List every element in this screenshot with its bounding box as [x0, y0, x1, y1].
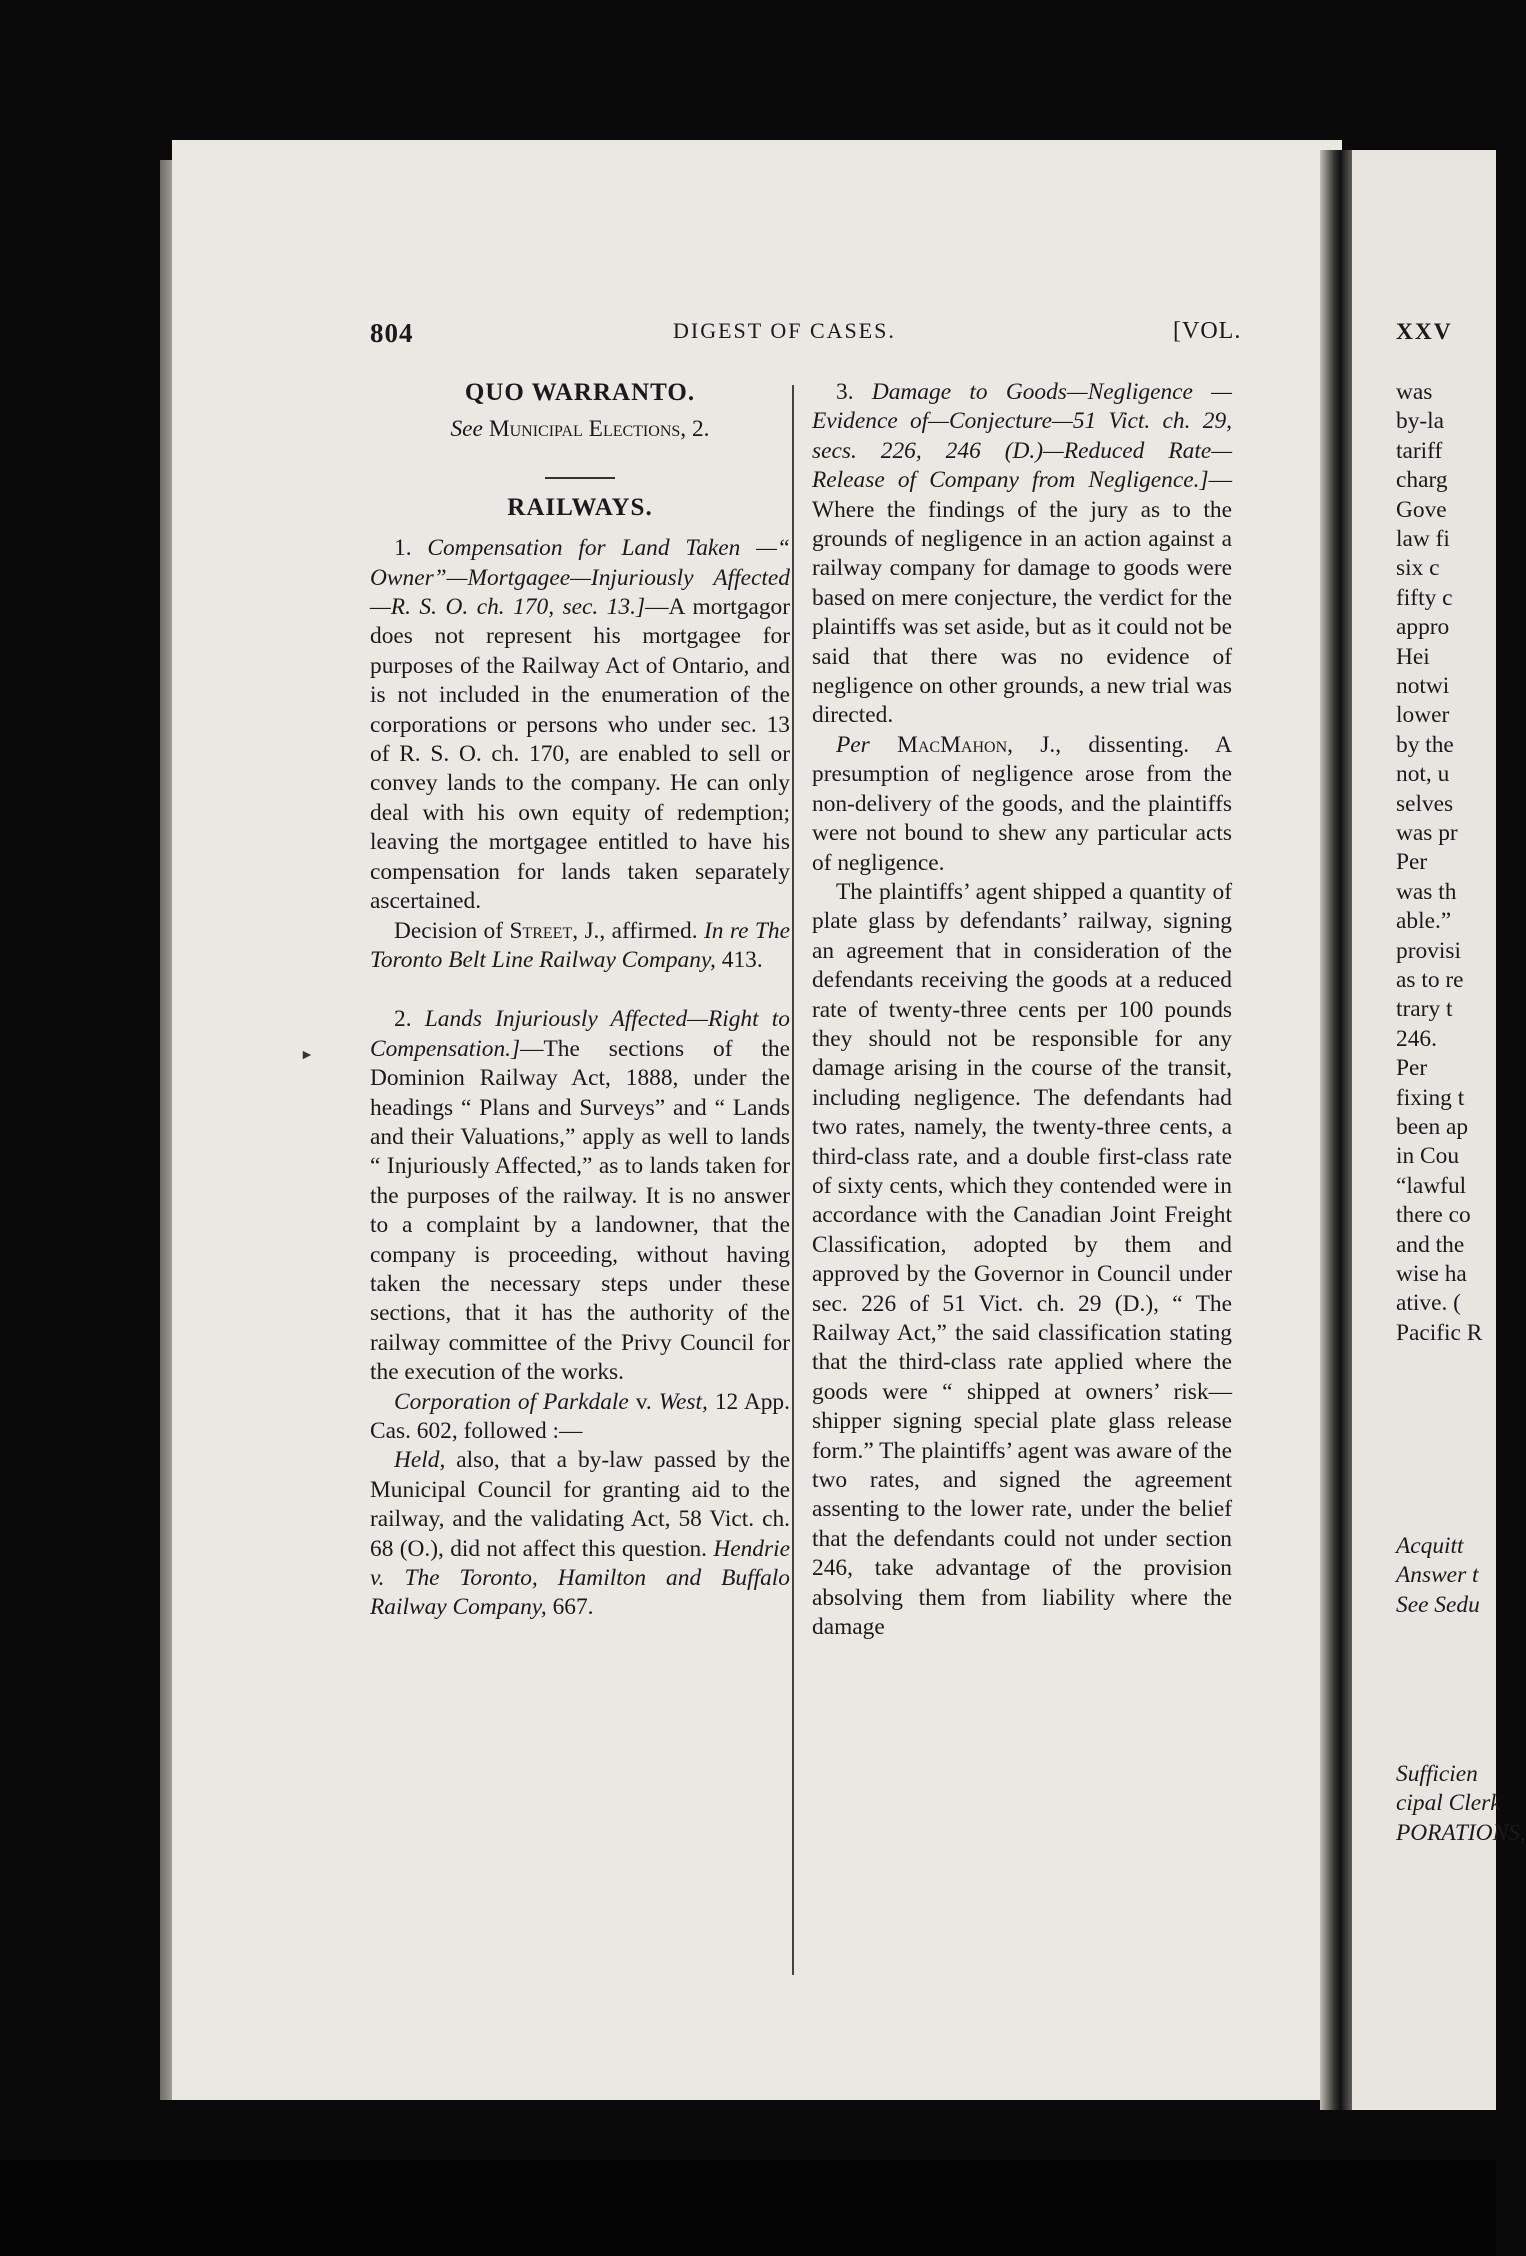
next-page-line: tariff — [1396, 437, 1443, 464]
case-3 — [812, 378, 1232, 731]
next-page-line: provisi — [1396, 937, 1461, 964]
scan-border — [0, 2160, 1496, 2256]
next-page-line: fifty c — [1396, 584, 1453, 611]
decision-prefix: Decision of — [394, 917, 504, 944]
quo-warranto-heading: QUO WARRANTO. — [464, 379, 696, 406]
case-1-num: 1. — [394, 535, 412, 562]
next-page-line: Per — [1396, 1055, 1428, 1082]
followed-v: v. — [635, 1388, 652, 1415]
left-column — [370, 378, 790, 1623]
next-page-line: law fi — [1396, 526, 1450, 552]
case-2-num: 2. — [394, 1006, 412, 1033]
case-3-title: Damage to Goods—Negligence —Evidence of—Conjecture—51 Vict. ch. 29, secs. 226, 246 (D.)—Reduced Rate—Release of Company from Negligence.] — [812, 379, 1232, 494]
next-page-line: Hei — [1396, 643, 1430, 670]
next-page-line: there co — [1396, 1202, 1471, 1229]
case-2 — [370, 1005, 790, 1387]
held-label: Held, — [394, 1447, 446, 1474]
running-title: DIGEST OF CASES. — [673, 318, 896, 343]
held-case: Hendrie v. The Toronto, Hamilton and Buffalo Railway Company, — [370, 1535, 790, 1621]
next-page-line: Pacific R — [1396, 1319, 1483, 1346]
per-body: A presumption of negligence arose from the non-delivery of the goods, and the plaintiffs were not bound to shew any particular acts of negligence. — [812, 731, 1232, 876]
case-1-citation-page: 413. — [721, 946, 763, 973]
case-1 — [370, 534, 790, 916]
next-page-line: Sufficien — [1396, 1761, 1478, 1787]
next-page-line: been ap — [1396, 1114, 1469, 1140]
next-page-line: able.” — [1396, 908, 1452, 935]
case-2-held — [370, 1446, 790, 1622]
section-rule — [545, 477, 615, 479]
followed-party: West, — [658, 1388, 708, 1415]
margin-mark: ► — [300, 1048, 314, 1063]
next-page-line: Gove — [1396, 496, 1447, 523]
next-page-line: selves — [1396, 790, 1454, 817]
next-page-header: XXV — [1396, 319, 1453, 345]
column-divider — [792, 385, 794, 1975]
next-page-line: in Cou — [1396, 1143, 1460, 1170]
case-1-title: Compensation for Land Taken —“ Owner”—Mortgagee—Injuriously Affected—R. S. O. ch. 170, sec. 13.] — [370, 535, 790, 621]
next-page-line: PORATIONS, — [1396, 1819, 1526, 1846]
next-page-line: not, u — [1396, 761, 1450, 788]
case-3-body: —Where the findings of the jury as to the grounds of negligence in an action against a railway company for damage to goods were based on mere conjecture, the verdict for the plaintiffs was set aside, but as it could not be said that there was no evidence of negligence on other grounds, a new trial was directed. — [812, 467, 1232, 729]
case-3-num: 3. — [836, 379, 854, 405]
per-suffix: dissenting. — [1088, 731, 1190, 758]
case-3-dissent — [812, 731, 1232, 878]
next-page-line: trary t — [1396, 996, 1453, 1023]
case-2-title: Lands Injuriously Affected—Right to Compensation.] — [370, 1006, 790, 1062]
next-page-line: was — [1396, 379, 1433, 405]
volume-label: [VOL. — [1173, 318, 1242, 344]
next-page-line: “lawful — [1396, 1172, 1467, 1199]
book-gutter — [1320, 150, 1354, 2110]
held-page: 667. — [552, 1594, 594, 1621]
held-body: also, that a by-law passed by the Municipal Council for granting aid to the railway, and the validating Act, 58 Vict. ch. 68 (O.), did not affect this question. — [370, 1447, 790, 1562]
next-page-line: See Sedu — [1396, 1591, 1480, 1618]
per-judge: MacMahon, J., — [897, 731, 1062, 758]
case-1-citation: In re The Toronto Belt Line Railway Company, — [370, 917, 790, 973]
next-page-line: six c — [1396, 555, 1440, 582]
next-page-line: appro — [1396, 614, 1450, 641]
next-page-line: Acquitt — [1396, 1533, 1464, 1559]
decision-judge: Street, J., — [509, 917, 606, 944]
next-page-line: 246. — [1396, 1025, 1437, 1052]
next-page-line: lower — [1396, 702, 1450, 729]
case-1-decision — [370, 917, 790, 976]
followed-cite: 12 App. Cas. 602, followed :— — [370, 1388, 790, 1444]
see-reference — [370, 415, 790, 444]
next-page-line: notwi — [1396, 673, 1450, 699]
next-page-line: by the — [1396, 731, 1454, 758]
next-page-line: by-la — [1396, 408, 1445, 435]
next-page-line: and the — [1396, 1231, 1465, 1258]
next-page-line: fixing t — [1396, 1084, 1465, 1111]
see-label: See — [450, 416, 483, 443]
railways-heading: RAILWAYS. — [507, 493, 653, 521]
case-2-body: —The sections of the Dominion Railway Act, 1888, under the headings “ Plans and Surveys” and “ Lands and their Valuations,” apply as well to lands “ Injuriously Affected,” as to lands taken for the purposes of the railway. It is no answer to a complaint by a landowner, that the company is proceeding, without having taken the necessary steps under these sections, that it has the authority of the railway committee of the Privy Council for the execution of the works. — [370, 1035, 790, 1386]
next-page-line: wise ha — [1396, 1261, 1467, 1287]
case-2-followed — [370, 1388, 790, 1447]
case-3-facts: The plaintiffs’ agent shipped a quantity of plate glass by defendants’ railway, signing an agreement that in consideration of the defendants receiving the goods at a reduced rate of twenty-three cents per 100 pounds they should not be responsible for any damage arising in the course of the transit, including negligence. The defendants had two rates, namely, the twenty-three cents, a third-class rate, and a double first-class rate of sixty cents, which they contended were in accordance with the Canadian Joint Freight Classification, adopted by them and approved by the Governor in Council under sec. 226 of 51 Vict. ch. 29 (D.), “ The Railway Act,” the said classification stating that the third-class rate applied where the goods were “ shipped at owners’ risk—shipper signing special plate glass release form.” The plaintiffs’ agent was aware of the two rates, and signed the agreement assenting to the lower rate, under the belief that the defendants could not under section 246, take advantage of the provision absolving them from liability where the damage — [812, 878, 1232, 1641]
next-page-line: ative. ( — [1396, 1290, 1461, 1317]
next-page-line: Per — [1396, 849, 1428, 876]
decision-suffix: affirmed. — [611, 917, 698, 944]
followed-case: Corporation of Parkdale — [394, 1388, 629, 1415]
page-number: 804 — [370, 318, 414, 348]
next-page-line: Answer t — [1396, 1562, 1479, 1589]
next-page-line: was pr — [1396, 820, 1458, 846]
right-column — [812, 378, 1232, 1642]
next-page-line: as to re — [1396, 967, 1464, 993]
next-page-line: cipal Clerk — [1396, 1790, 1501, 1817]
see-ref: Municipal Elections, 2. — [488, 416, 710, 443]
per-label: Per — [836, 731, 870, 758]
next-page-line: charg — [1396, 467, 1448, 494]
next-page-line: was th — [1396, 878, 1457, 905]
case-1-body: —A mortgagor does not represent his mortgagee for purposes of the Railway Act of Ontario, and is not included in the enumeration of the corporations or persons who under sec. 13 of R. S. O. ch. 170, are enabled to sell or convey lands to the company. He can only deal with his own equity of redemption; leaving the mortgagee entitled to have his compensation for lands taken separately ascertained. — [370, 594, 790, 915]
